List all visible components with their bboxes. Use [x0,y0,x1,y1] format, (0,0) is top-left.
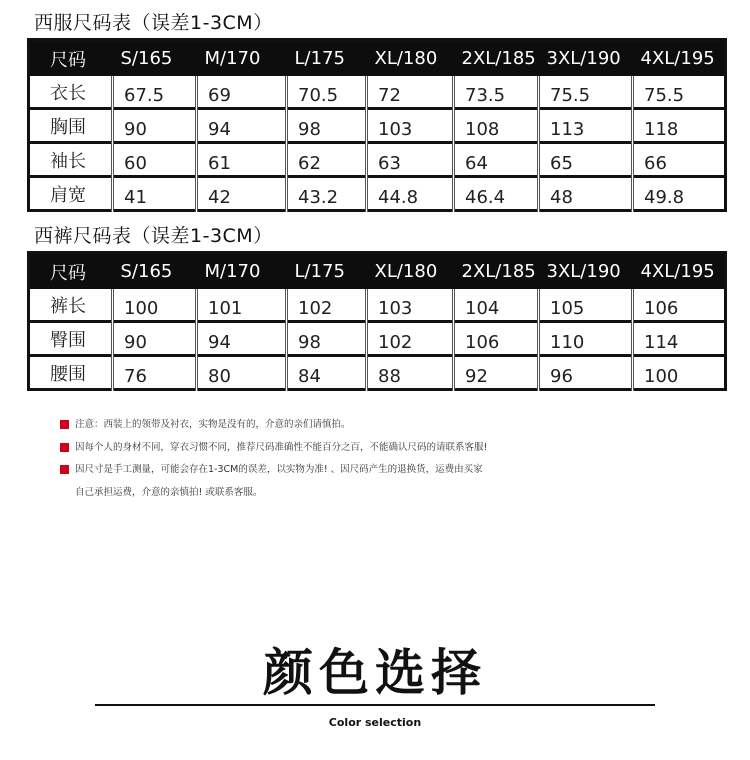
table-cell: 104 [454,289,539,322]
header-size-xl: XL/180 [367,40,454,77]
table-row [29,289,726,322]
table-cell: 101 [197,289,287,322]
table-cell: 100 [633,356,726,390]
table-cell: 65 [539,143,633,177]
table-row [29,76,726,109]
note-item [60,418,520,441]
row-label: 胸围 [29,109,113,143]
table-row [29,143,726,177]
header-size-s: S/165 [113,253,197,290]
row-label: 臀围 [29,322,113,356]
table-cell: 102 [287,289,367,322]
table-cell: 84 [287,356,367,390]
table-cell: 44.8 [367,177,454,211]
table-cell: 98 [287,322,367,356]
row-label: 裤长 [29,289,113,322]
table-cell: 73.5 [454,76,539,109]
table-cell: 98 [287,109,367,143]
header-size-2xl: 2XL/185 [454,253,539,290]
pants-size-table [27,251,727,391]
header-size-l: L/175 [287,40,367,77]
row-label: 肩宽 [29,177,113,211]
table-cell: 67.5 [113,76,197,109]
header-size-label: 尺码 [29,253,113,290]
table-cell: 75.5 [539,76,633,109]
header-size-l: L/175 [287,253,367,290]
table-row [29,177,726,211]
table-row [29,322,726,356]
divider [95,704,655,706]
note-text: 因每个人的身材不同，穿衣习惯不同，推荐尺码准确性不能百分之百，不能确认尺码的请联系客服! [75,441,488,453]
table-cell: 43.2 [287,177,367,211]
table-cell: 70.5 [287,76,367,109]
table-cell: 48 [539,177,633,211]
table-cell: 72 [367,76,454,109]
note-text: 自己承担运费，介意的亲慎拍! 或联系客服。 [75,486,263,498]
row-label: 袖长 [29,143,113,177]
table-cell: 103 [367,109,454,143]
color-selection-title: 颜色选择 [263,644,487,702]
table-cell: 96 [539,356,633,390]
note-text: 注意：西装上的领带及衬衣，实物是没有的，介意的亲们请慎拍。 [75,419,351,430]
header-size-label: 尺码 [29,40,113,77]
table-cell: 49.8 [633,177,726,211]
table-cell: 42 [197,177,287,211]
header-size-m: M/170 [197,40,287,77]
header-size-4xl: 4XL/195 [633,40,726,77]
size-notes [60,418,520,508]
table-cell: 88 [367,356,454,390]
table-cell: 75.5 [633,76,726,109]
table-cell: 46.4 [454,177,539,211]
note-item-continued [60,486,520,509]
table-cell: 94 [197,322,287,356]
table-cell: 90 [113,322,197,356]
header-size-s: S/165 [113,40,197,77]
table-row [29,109,726,143]
header-size-xl: XL/180 [367,253,454,290]
table-cell: 106 [454,322,539,356]
header-size-m: M/170 [197,253,287,290]
table-cell: 76 [113,356,197,390]
table-cell: 62 [287,143,367,177]
table-cell: 90 [113,109,197,143]
table-cell: 63 [367,143,454,177]
table-cell: 41 [113,177,197,211]
pants-size-title: 西裤尺码表（误差1-3CM） [34,225,273,247]
table-cell: 106 [633,289,726,322]
row-label: 衣长 [29,76,113,109]
table-cell: 94 [197,109,287,143]
table-cell: 108 [454,109,539,143]
header-size-3xl: 3XL/190 [539,253,633,290]
pants-header-row [29,253,726,290]
table-cell: 61 [197,143,287,177]
table-cell: 105 [539,289,633,322]
suit-header-row [29,40,726,77]
suit-size-table [27,38,727,212]
table-cell: 102 [367,322,454,356]
note-item [60,463,520,486]
table-cell: 100 [113,289,197,322]
table-cell: 66 [633,143,726,177]
note-item [60,441,520,464]
header-size-3xl: 3XL/190 [539,40,633,77]
row-label: 腰围 [29,356,113,390]
color-selection-subtitle: Color selection [328,716,422,729]
table-row [29,356,726,390]
suit-size-title: 西服尺码表（误差1-3CM） [34,12,273,34]
table-cell: 92 [454,356,539,390]
header-size-2xl: 2XL/185 [454,40,539,77]
table-cell: 80 [197,356,287,390]
table-cell: 64 [454,143,539,177]
table-cell: 60 [113,143,197,177]
table-cell: 114 [633,322,726,356]
header-size-4xl: 4XL/195 [633,253,726,290]
red-square-bullet-icon [60,420,69,429]
table-cell: 118 [633,109,726,143]
table-cell: 69 [197,76,287,109]
table-cell: 110 [539,322,633,356]
note-text: 因尺寸是手工测量，可能会存在1-3CM的误差，以实物为准! 、因尺码产生的退换货，运费由买家 [75,464,483,475]
red-square-bullet-icon [60,465,69,474]
table-cell: 113 [539,109,633,143]
red-square-bullet-icon [60,443,69,452]
table-cell: 103 [367,289,454,322]
